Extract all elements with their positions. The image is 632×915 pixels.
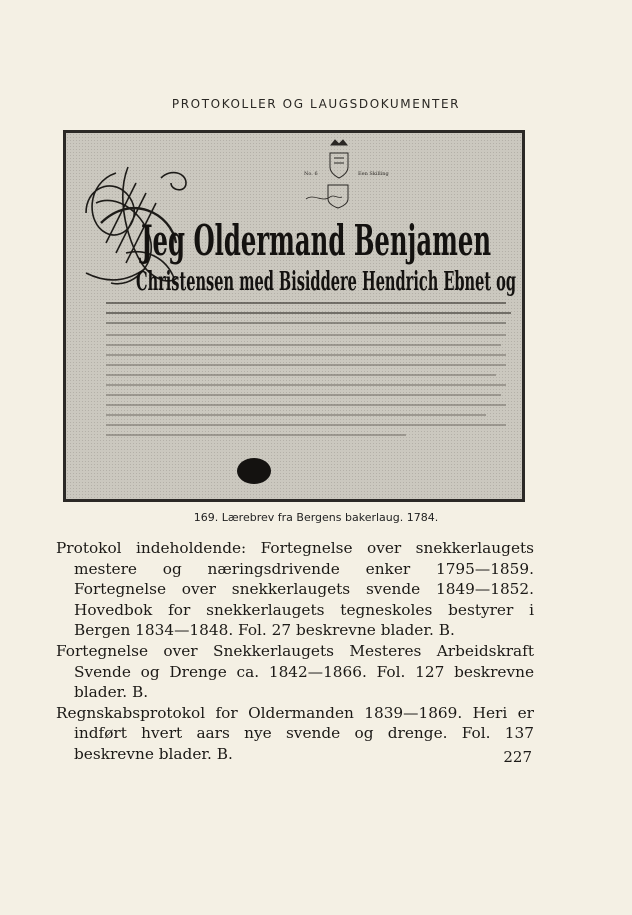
crest-label-left: No. 6 — [304, 171, 318, 177]
certificate-plate — [63, 130, 525, 502]
certificate-image — [66, 133, 522, 499]
document-heading-line1: Jeg Oldermand Benjamen — [138, 216, 491, 265]
catalog-entry: Regnskabsprotokol for Oldermanden 1839—1869. Heri er indført hvert aars nye svende og drenge. Fol. 137 beskrevne blader. B. — [56, 703, 534, 763]
catalog-entry: Fortegnelse over Snekkerlaugets Mesteres Arbeidskraft Svende og Drenge ca. 1842—1866. Fol. 127 beskrevne blader. B. — [56, 641, 534, 702]
figure-caption: 169. Lærebrev fra Bergens bakerlaug. 1784. — [193, 511, 439, 524]
catalog-entries — [56, 538, 534, 765]
running-head: PROTOKOLLER OG LAUGSDOKUMENTER — [171, 97, 461, 111]
catalog-entry: Protokol indeholdende: Fortegnelse over snekkerlaugets mestere og næringsdrivende enker 1795—1859. Fortegnelse over snekkerlaugets svende 1849—1852. Hovedbok for snekkerlaugets tegneskoles bestyrer i Bergen 1834—1848. Fol. 27 beskrevne blader. B. — [56, 539, 534, 640]
wax-seal — [237, 458, 271, 484]
document-heading-line2: Christensen med Bisiddere Hendrich Ebnet og — [136, 267, 516, 297]
crest-label-right: Een Skilling — [358, 171, 389, 177]
page-number: 227 — [503, 748, 532, 766]
